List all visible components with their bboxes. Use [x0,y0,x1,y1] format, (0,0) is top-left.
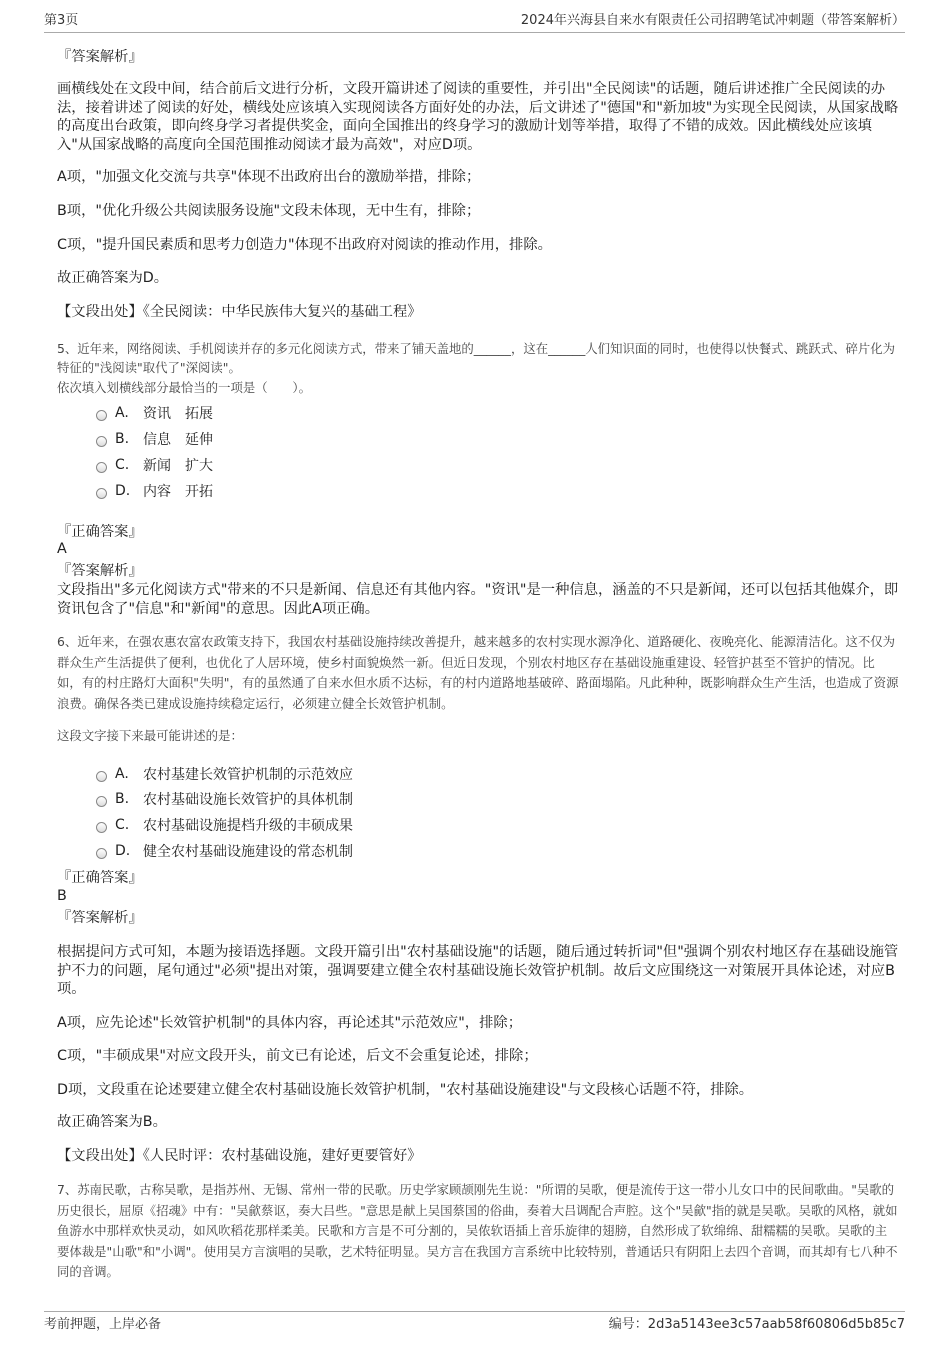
conclusion: 故正确答案为D。 [57,270,169,286]
q6-option-c[interactable]: C. 农村基础设施提档升级的丰硕成果 [96,815,353,835]
radio-icon[interactable] [96,848,107,859]
q5-option-d[interactable]: D. 内容 开拓 [96,481,213,501]
source: 【文段出处】《全民阅读：中华民族伟大复兴的基础工程》 [57,304,422,320]
footer-rule [44,1311,905,1312]
answer-label: 『正确答案』 [57,870,143,886]
analysis-text: 文段指出"多元化阅读方式"带来的不只是新闻、信息还有其他内容。"资讯"是一种信息，涵盖的不只是新闻，还可以包括其他媒介，即资讯包含了"信息"和"新闻"的意思。因此A项正确。 [57,582,899,617]
q6-option-b[interactable]: B. 农村基础设施长效管护的具体机制 [96,789,353,809]
analysis-label: 『答案解析』 [57,563,143,579]
document-id [609,1313,905,1332]
option-c-analysis: C项，"提升国民素质和思考力创造力"体现不出政府对阅读的推动作用，排除。 [57,237,552,253]
q6-option-d[interactable]: D. 健全农村基础设施建设的常态机制 [96,841,353,861]
analysis-text: 画横线处在文段中间，结合前后文进行分析，文段开篇讲述了阅读的重要性，并引出"全民阅读"的话题，随后讲述推广全民阅读的办法，接着讲述了阅读的好处，横线处应该填入实现阅读各方面好处的办法，后文讲述了"德国"和"新加坡"为实现全民阅读，从国家战略的高度出台政策，即向终身学习者提供奖金，面向全国推出的终身学习的激励计划等举措，取得了不错的成效。因此横线处应该填入"从国家战略的高度向全国范围推动阅读才最为高效"，对应D项。 [57,81,899,153]
option-a-analysis: A项，"加强文化交流与共享"体现不出政府出台的激励举措，排除； [57,169,481,185]
option-d-analysis: D项，文段重在论述要建立健全农村基础设施长效管护机制，"农村基础设施建设"与文段核心话题不符，排除。 [57,1082,754,1098]
radio-icon[interactable] [96,771,107,782]
question-5-prompt: 依次填入划横线部分最恰当的一项是（ ）。 [57,380,312,395]
radio-icon[interactable] [96,488,107,499]
q5-option-b[interactable]: B. 信息 延伸 [96,429,213,449]
option-b-analysis: B项，"优化升级公共阅读服务设施"文段未体现，无中生有，排除； [57,203,481,219]
id-label: 编号： [608,1317,648,1332]
source: 【文段出处】《人民时评：农村基础设施，建好更要管好》 [57,1148,422,1164]
option-c-analysis: C项，"丰硕成果"对应文段开头，前文已有论述，后文不会重复论述，排除； [57,1048,538,1064]
question-6-stem: 6、近年来，在强农惠农富农政策支持下，我国农村基础设施持续改善提升，越来越多的农村实现水源净化、道路硬化、夜晚亮化、能源清洁化。这不仅为群众生产生活提供了便利，也优化了人居环境，使乡村面貌焕然一新。但近日发现，个别农村地区存在基础设施重建设、轻管护甚至不管护的情况。比如，有的村庄路灯大面积"失明"，有的虽然通了自来水但水质不达标，有的村内道路地基破碎、路面塌陷。凡此种种，既影响群众生产生活，也造成了资源浪费。确保各类已建成设施持续稳定运行，必须建立健全长效管护机制。 [57,634,899,712]
question-6-prompt: 这段文字接下来最可能讲述的是： [57,728,243,743]
header-rule [44,32,905,33]
question-7-stem: 7、苏南民歌，古称吴歌，是指苏州、无锡、常州一带的民歌。历史学家顾颉刚先生说："所谓的吴歌，便是流传于这一带小儿女口中的民间歌曲。"吴歌的历史很长，屈原《招魂》中有："吴歈蔡讴，奏大吕些。"意思是献上吴国蔡国的俗曲，奏着大吕调配合声腔。这个"吴歈"指的就是吴歌。吴歌的风格，就如鱼游水中那样欢快灵动，如风吹稻花那样柔美。民歌和方言是不可分割的，吴侬软语插上音乐旋律的翅膀，自然形成了软绵绵、甜糯糯的吴歌。吴歌的主要体裁是"山歌"和"小调"。使用吴方言演唱的吴歌，艺术特征明显。吴方言在我国方言系统中比较特别，普通话只有阴阳上去四个音调，而其却有七八种不同的音调。 [57,1182,898,1279]
answer: A [57,541,67,557]
id-value: 2d3a5143ee3c57aab58f60806d5b85c7 [647,1317,905,1332]
page-number: 第3页 [44,13,79,28]
answer: B [57,888,67,904]
q5-option-c[interactable]: C. 新闻 扩大 [96,455,213,475]
conclusion: 故正确答案为B。 [57,1114,167,1130]
analysis-label: 『答案解析』 [57,910,143,926]
analysis-text: 根据提问方式可知，本题为接语选择题。文段开篇引出"农村基础设施"的话题，随后通过转折词"但"强调个别农村地区存在基础设施管护不力的问题，尾句通过"必须"提出对策，强调要建立健全农村基础设施长效管护机制。故后文应围绕这一对策展开具体论述，对应B项。 [57,944,899,997]
radio-icon[interactable] [96,410,107,421]
document-title: 2024年兴海县自来水有限责任公司招聘笔试冲刺题（带答案解析） [520,13,905,28]
radio-icon[interactable] [96,796,107,807]
answer-label: 『正确答案』 [57,524,143,540]
radio-icon[interactable] [96,436,107,447]
option-a-analysis: A项，应先论述"长效管护机制"的具体内容，再论述其"示范效应"，排除； [57,1015,522,1031]
analysis-label: 『答案解析』 [57,49,143,65]
radio-icon[interactable] [96,822,107,833]
q5-option-a[interactable]: A. 资讯 拓展 [96,403,213,423]
q6-option-a[interactable]: A. 农村基建长效管护机制的示范效应 [96,764,353,784]
radio-icon[interactable] [96,462,107,473]
footer-slogan: 考前押题，上岸必备 [44,1317,162,1332]
question-5-stem: 5、近年来，网络阅读、手机阅读并存的多元化阅读方式，带来了铺天盖地的______，这在______人们知识面的同时，也使得以快餐式、跳跃式、碎片化为特征的"浅阅读"取代了"深阅读"。 [57,341,896,375]
